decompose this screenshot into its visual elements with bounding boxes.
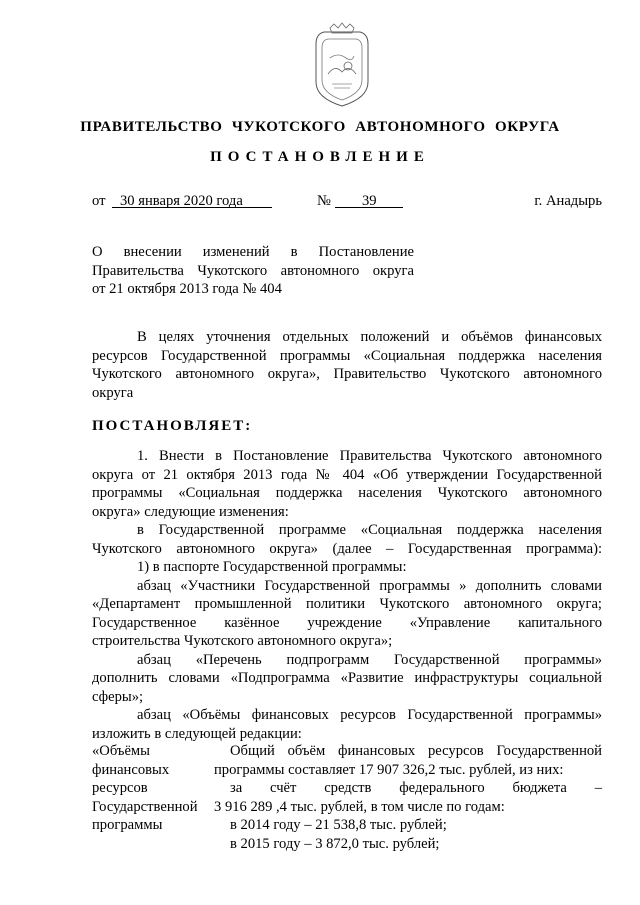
label-line: Государственной — [92, 798, 198, 815]
body-line: округа» следующие изменения: — [92, 503, 289, 520]
body-line: Чукотского автономного округа» (далее – Государственная программа): — [92, 540, 602, 557]
government-title: ПРАВИТЕЛЬСТВО ЧУКОТСКОГО АВТОНОМНОГО ОКРУГА — [80, 119, 560, 135]
value-line: Общий объём финансовых ресурсов Государственной — [230, 743, 602, 759]
label-line: ресурсов — [92, 780, 148, 796]
preamble-line: В целях уточнения отдельных положений и объёмов финансовых — [137, 329, 602, 345]
label-line: финансовых — [92, 761, 170, 778]
subject-line: от 21 октября 2013 года № 404 — [92, 281, 282, 297]
body-line: программы «Социальная поддержка населения Чукотского автономного — [92, 485, 602, 501]
document-subject — [92, 243, 414, 299]
coat-of-arms-emblem — [308, 22, 376, 108]
body-line: округа от 21 октября 2013 года № 404 «Об утверждении Государственной — [92, 466, 602, 483]
document-date: 30 января 2020 года — [120, 193, 243, 209]
body-line: строительства Чукотского автономного округа»; — [92, 633, 393, 649]
label-line: программы — [92, 817, 163, 833]
city: г. Анадырь — [534, 193, 602, 209]
label-line: «Объёмы — [92, 743, 150, 759]
body-line: абзац «Перечень подпрограмм Государственной программы» — [137, 651, 602, 668]
preamble — [92, 328, 602, 402]
body-line: абзац «Объёмы финансовых ресурсов Государственной программы» — [137, 707, 602, 723]
passport-row-value — [214, 742, 602, 853]
subject-line: О внесении изменений в Постановление — [92, 244, 414, 260]
document-number: 39 — [362, 193, 377, 209]
body-line: Государственное казённое учреждение «Управление капитального — [92, 614, 602, 631]
preamble-line: ресурсов Государственной программы «Социальная поддержка населения — [92, 347, 602, 364]
date-prefix: от — [92, 193, 106, 209]
value-line: в 2014 году – 21 538,8 тыс. рублей; — [230, 817, 447, 833]
resolution-body — [92, 447, 602, 743]
body-line: изложить в следующей редакции: — [92, 725, 302, 742]
value-line: за счёт средств федерального бюджета – — [230, 780, 602, 796]
body-line: 1) в паспорте Государственной программы: — [137, 559, 407, 575]
body-line: «Департамент промышленной политики Чукотского автономного округа; — [92, 596, 602, 612]
passport-row-label — [92, 742, 212, 835]
preamble-line: округа — [92, 384, 134, 401]
subject-line: Правительства Чукотского автономного округа — [92, 262, 414, 279]
body-line: абзац «Участники Государственной программы » дополнить словами — [137, 577, 602, 594]
value-line: в 2015 году – 3 872,0 тыс. рублей; — [230, 835, 440, 852]
value-line: программы составляет 17 907 326,2 тыс. рублей, из них: — [214, 761, 564, 778]
body-line: сферы»; — [92, 688, 144, 705]
body-line: дополнить словами «Подпрограмма «Развитие инфраструктуры социальной — [92, 670, 602, 686]
number-label: № — [317, 193, 331, 209]
resolves-heading: ПОСТАНОВЛЯЕТ: — [92, 418, 253, 434]
value-line: 3 916 289 ,4 тыс. рублей, в том числе по годам: — [214, 798, 505, 815]
document-meta-row — [92, 192, 602, 212]
preamble-line: Чукотского автономного округа», Правительство Чукотского автономного — [92, 366, 602, 382]
body-line: 1. Внести в Постановление Правительства Чукотского автономного — [137, 448, 602, 464]
document-type-title: ПОСТАНОВЛЕНИЕ — [210, 149, 430, 165]
body-line: в Государственной программе «Социальная поддержка населения — [137, 522, 602, 538]
